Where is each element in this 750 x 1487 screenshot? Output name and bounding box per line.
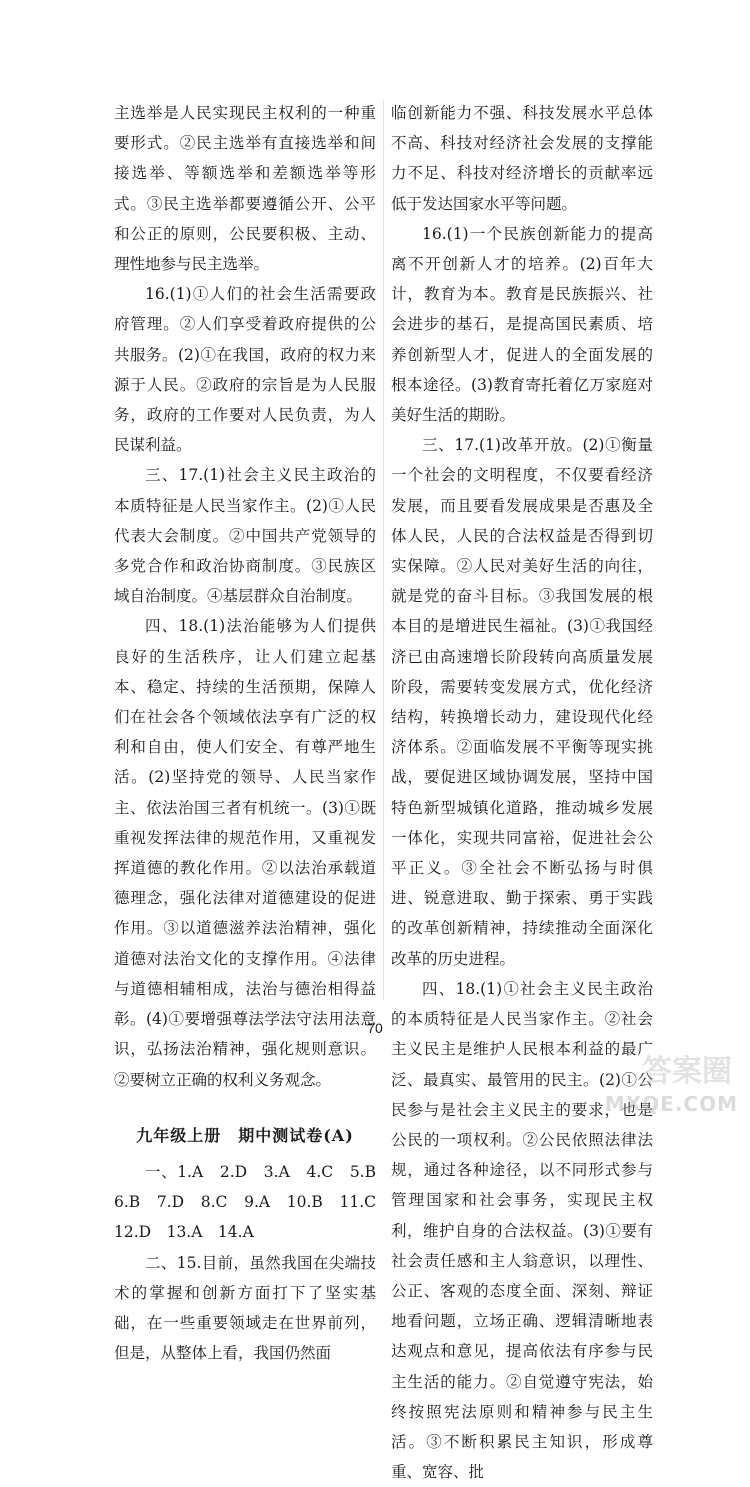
answer-paragraph: 三、17.(1)改革开放。(2)①衡量一个社会的文明程度，不仅要看经济发展，而且要看发展成果是否惠及全体人民，人民的合法权益是否得到切实保障。②人民对美好生活的向往，就是党的奋斗目标。③我国发展的根本目的是增进民生福祉。(3)①我国经济已由高速增长阶段转向高质量发展阶段，需要转变发展方式，优化经济结构，转换增长动力，建设现代化经济体系。②面临发展不平衡等现实挑战，要促进区域协调发展，坚持中国特色新型城镇化道路，推动城乡发展一体化，实现共同富裕，促进社会公平正义。③全社会不断弘扬与时俱进、锐意进取、勤于探索、勇于实践的改革创新精神，持续推动全面深化改革的历史进程。 <box>391 436 653 968</box>
right-column <box>391 98 653 1487</box>
answer-paragraph: 16.(1)①人们的社会生活需要政府管理。②人们享受着政府提供的公共服务。(2)①在我国，政府的权力来源于人民。②政府的宗旨是为人民服务，政府的工作要对人民负责，为人民谋利益。 <box>114 285 376 455</box>
watermark-brand: 答案圈 <box>642 1054 732 1089</box>
answer-paragraph: 临创新能力不强、科技发展水平总体不高、科技对经济社会发展的支撑能力不足、科技对经济增长的贡献率远低于发达国家水平等问题。 <box>391 104 653 213</box>
column-divider <box>383 100 384 1000</box>
watermark-url: MXQE.COM <box>604 1092 738 1116</box>
section-title: 九年级上册 期中测试卷(A) <box>136 1125 354 1145</box>
page-number: 70 <box>367 1020 383 1036</box>
answer-paragraph: 三、17.(1)社会主义民主政治的本质特征是人民当家作主。(2)①人民代表大会制度。②中国共产党领导的多党合作和政治协商制度。③民族区域自治制度。④基层群众自治制度。 <box>114 466 376 606</box>
answer-paragraph: 四、18.(1)①社会主义民主政治的本质特征是人民当家作主。②社会主义民主是维护人民根本利益的最广泛、最真实、最管用的民主。(2)①公民参与是社会主义民主的要求，也是公民的一项权利。②公民依照法律法规，通过各种途径，以不同形式参与管理国家和社会事务，实现民主权利，维护自身的合法权益。(3)①要有社会责任感和主人翁意识，以理性、公正、客观的态度全面、深刻、辩证地看问题，立场正确、逻辑清晰地表达观点和意见，提高依法有序参与民主生活的能力。②自觉遵守宪法，始终按照宪法原则和精神参与民主生活。③不断积累民主知识，形成尊重、宽容、批 <box>391 979 653 1482</box>
answer-paragraph: 四、18.(1)法治能够为人们提供良好的生活秩序，让人们建立起基本、稳定、持续的生活预期，保障人们在社会各个领域依法享有广泛的权利和自由，使人们安全、有尊严地生活。(2)坚持党的领导、人民当家作主、依法治国三者有机统一。(3)①既重视发挥法律的规范作用，又重视发挥道德的教化作用。②以法治承载道德理念，强化法律对道德建设的促进作用。③以道德滋养法治精神，强化道德对法治文化的支撑作用。④法律与道德相辅相成，法治与德治相得益彰。(4)①要增强尊法学法守法用法意识，弘扬法治精神，强化规则意识。②要树立正确的权利义务观念。 <box>114 617 376 1089</box>
left-column <box>114 98 392 1368</box>
answer-paragraph: 16.(1)一个民族创新能力的提高离不开创新人才的培养。(2)百年大计，教育为本。教育是民族振兴、社会进步的基石，是提高国民素质、培养创新型人才，促进人的全面发展的根本途径。(3)教育寄托着亿万家庭对美好生活的期盼。 <box>391 224 653 425</box>
answer-paragraph: 主选举是人民实现民主权利的一种重要形式。②民主选举有直接选举和间接选举、等额选举和差额选举等形式。③民主选举都要遵循公开、公平和公正的原则，公民要积极、主动、理性地参与民主选举。 <box>114 104 376 274</box>
answer-paragraph: 二、15.目前，虽然我国在尖端技术的掌握和创新方面打下了坚实基础，在一些重要领域走在世界前列，但是，从整体上看，我国仍然面 <box>114 1253 376 1363</box>
choice-answers: 一、1.A 2.D 3.A 4.C 5.B 6.B 7.D 8.C 9.A 10.B 11.C 12.D 13.A 14.A <box>114 1162 392 1242</box>
